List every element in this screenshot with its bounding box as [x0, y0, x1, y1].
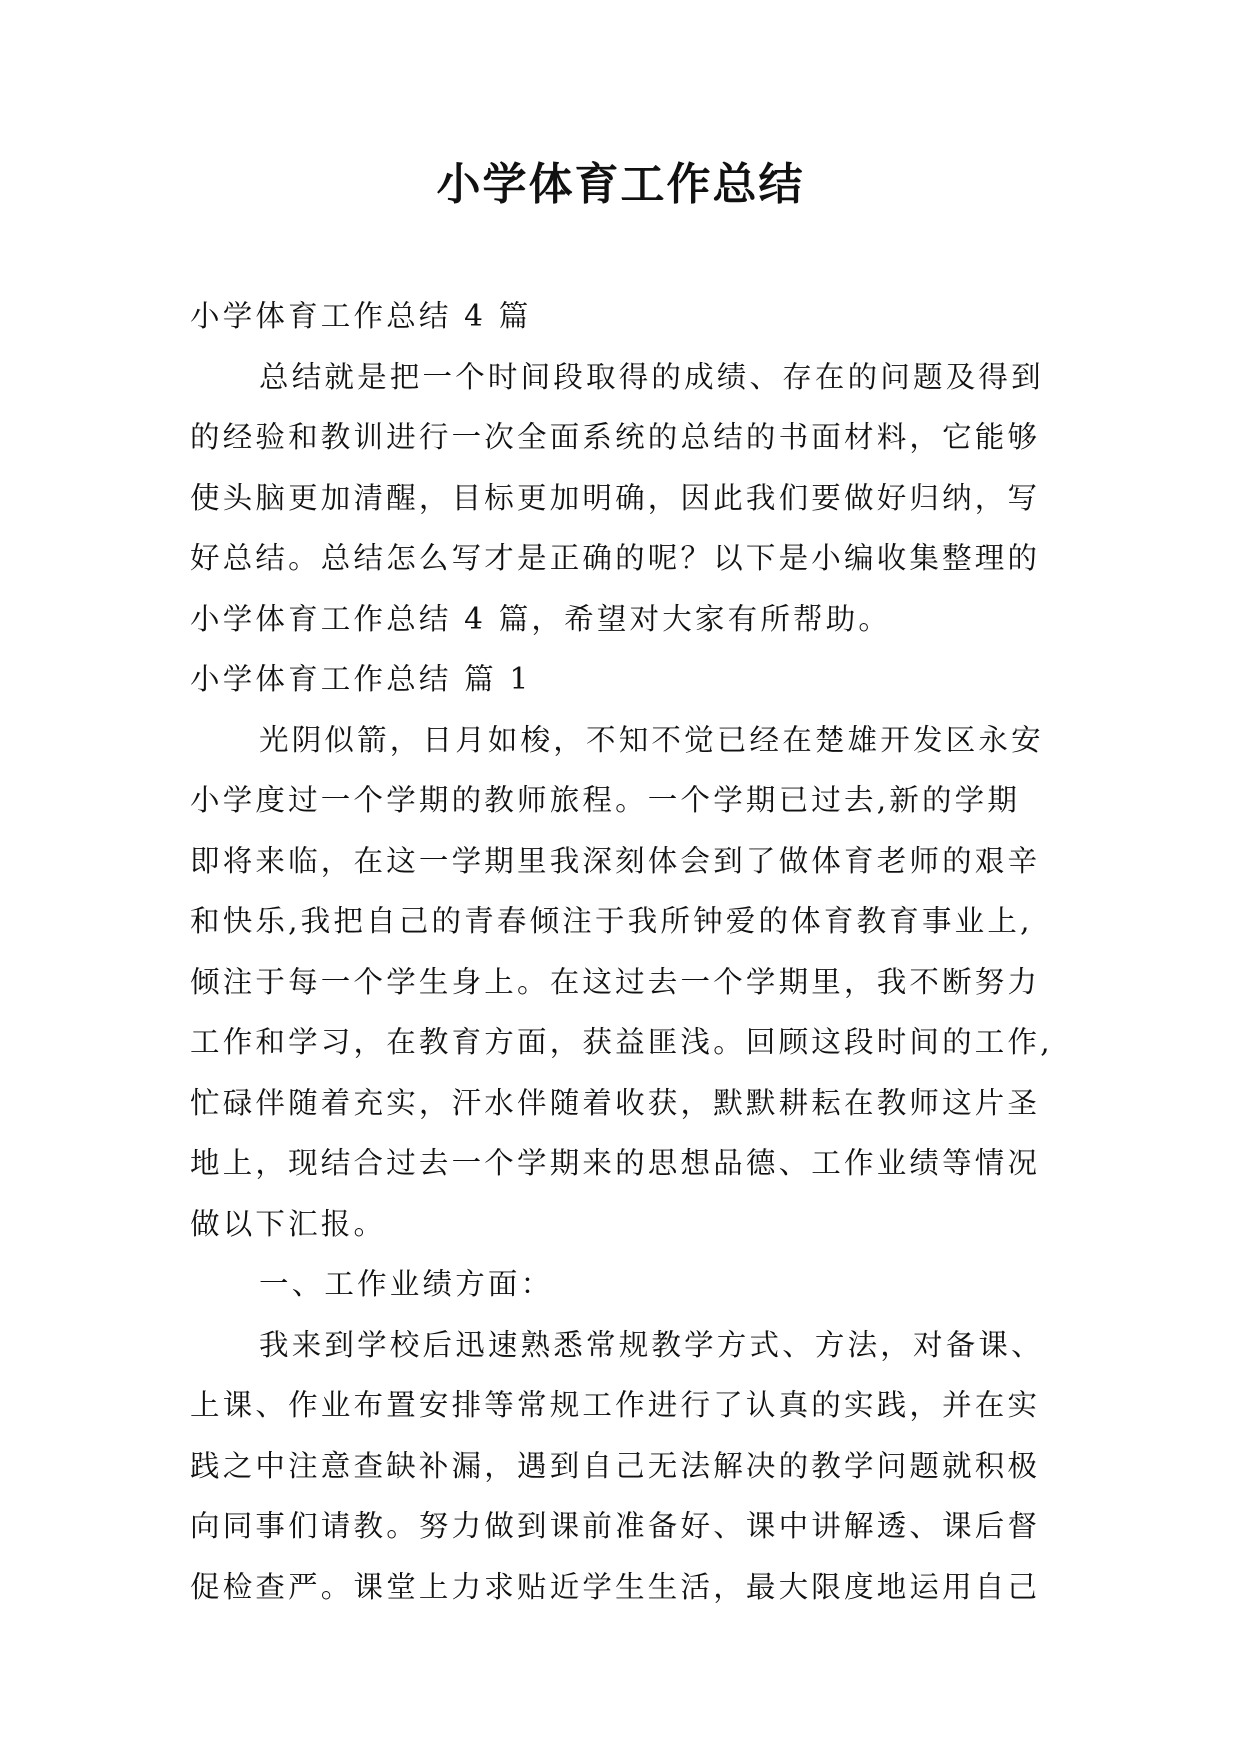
section-heading: 小学体育工作总结 篇 1	[190, 662, 532, 696]
intro-line: 总结就是把一个时间段取得的成绩、存在的问题及得到	[259, 359, 1044, 394]
intro-line: 好总结。总结怎么写才是正确的呢？以下是小编收集整理的	[190, 541, 1041, 575]
paragraph-line: 工作和学习，在教育方面，获益匪浅。回顾这段时间的工作,	[190, 1025, 1053, 1059]
subheading: 一、工作业绩方面：	[259, 1267, 554, 1301]
document-subtitle: 小学体育工作总结 4 篇	[190, 299, 532, 333]
paragraph-line: 即将来临，在这一学期里我深刻体会到了做体育老师的艰辛	[190, 843, 1041, 878]
paragraph-line: 光阴似箭，日月如梭，不知不觉已经在楚雄开发区永安	[259, 722, 1044, 757]
paragraph-line: 小学度过一个学期的教师旅程。一个学期已过去,新的学期	[190, 783, 1021, 817]
paragraph-line: 我来到学校后迅速熟悉常规教学方式、方法，对备课、	[259, 1327, 1044, 1362]
paragraph-line: 和快乐,我把自己的青春倾注于我所钟爱的体育教育事业上,	[190, 904, 1033, 938]
page-title: 小学体育工作总结	[436, 159, 805, 210]
document-body	[190, 286, 1054, 1617]
paragraph-line: 倾注于每一个学生身上。在这过去一个学期里，我不断努力	[190, 964, 1041, 999]
intro-line: 小学体育工作总结 4 篇，希望对大家有所帮助。	[190, 601, 892, 636]
paragraph-line: 践之中注意查缺补漏，遇到自己无法解决的教学问题就积极	[190, 1448, 1041, 1483]
intro-line: 的经验和教训进行一次全面系统的总结的书面材料，它能够	[190, 420, 1041, 454]
paragraph-line: 忙碌伴随着充实，汗水伴随着收获，默默耕耘在教师这片圣	[190, 1085, 1041, 1120]
paragraph-line: 地上，现结合过去一个学期来的思想品德、工作业绩等情况	[190, 1146, 1041, 1180]
paragraph-line: 做以下汇报。	[190, 1206, 387, 1241]
paragraph-line: 上课、作业布置安排等常规工作进行了认真的实践，并在实	[190, 1388, 1041, 1422]
paragraph-line: 向同事们请教。努力做到课前准备好、课中讲解透、课后督	[190, 1509, 1041, 1543]
paragraph-line: 促检查严。课堂上力求贴近学生生活，最大限度地运用自己	[190, 1569, 1041, 1604]
intro-line: 使头脑更加清醒，目标更加明确，因此我们要做好归纳，写	[190, 480, 1041, 515]
